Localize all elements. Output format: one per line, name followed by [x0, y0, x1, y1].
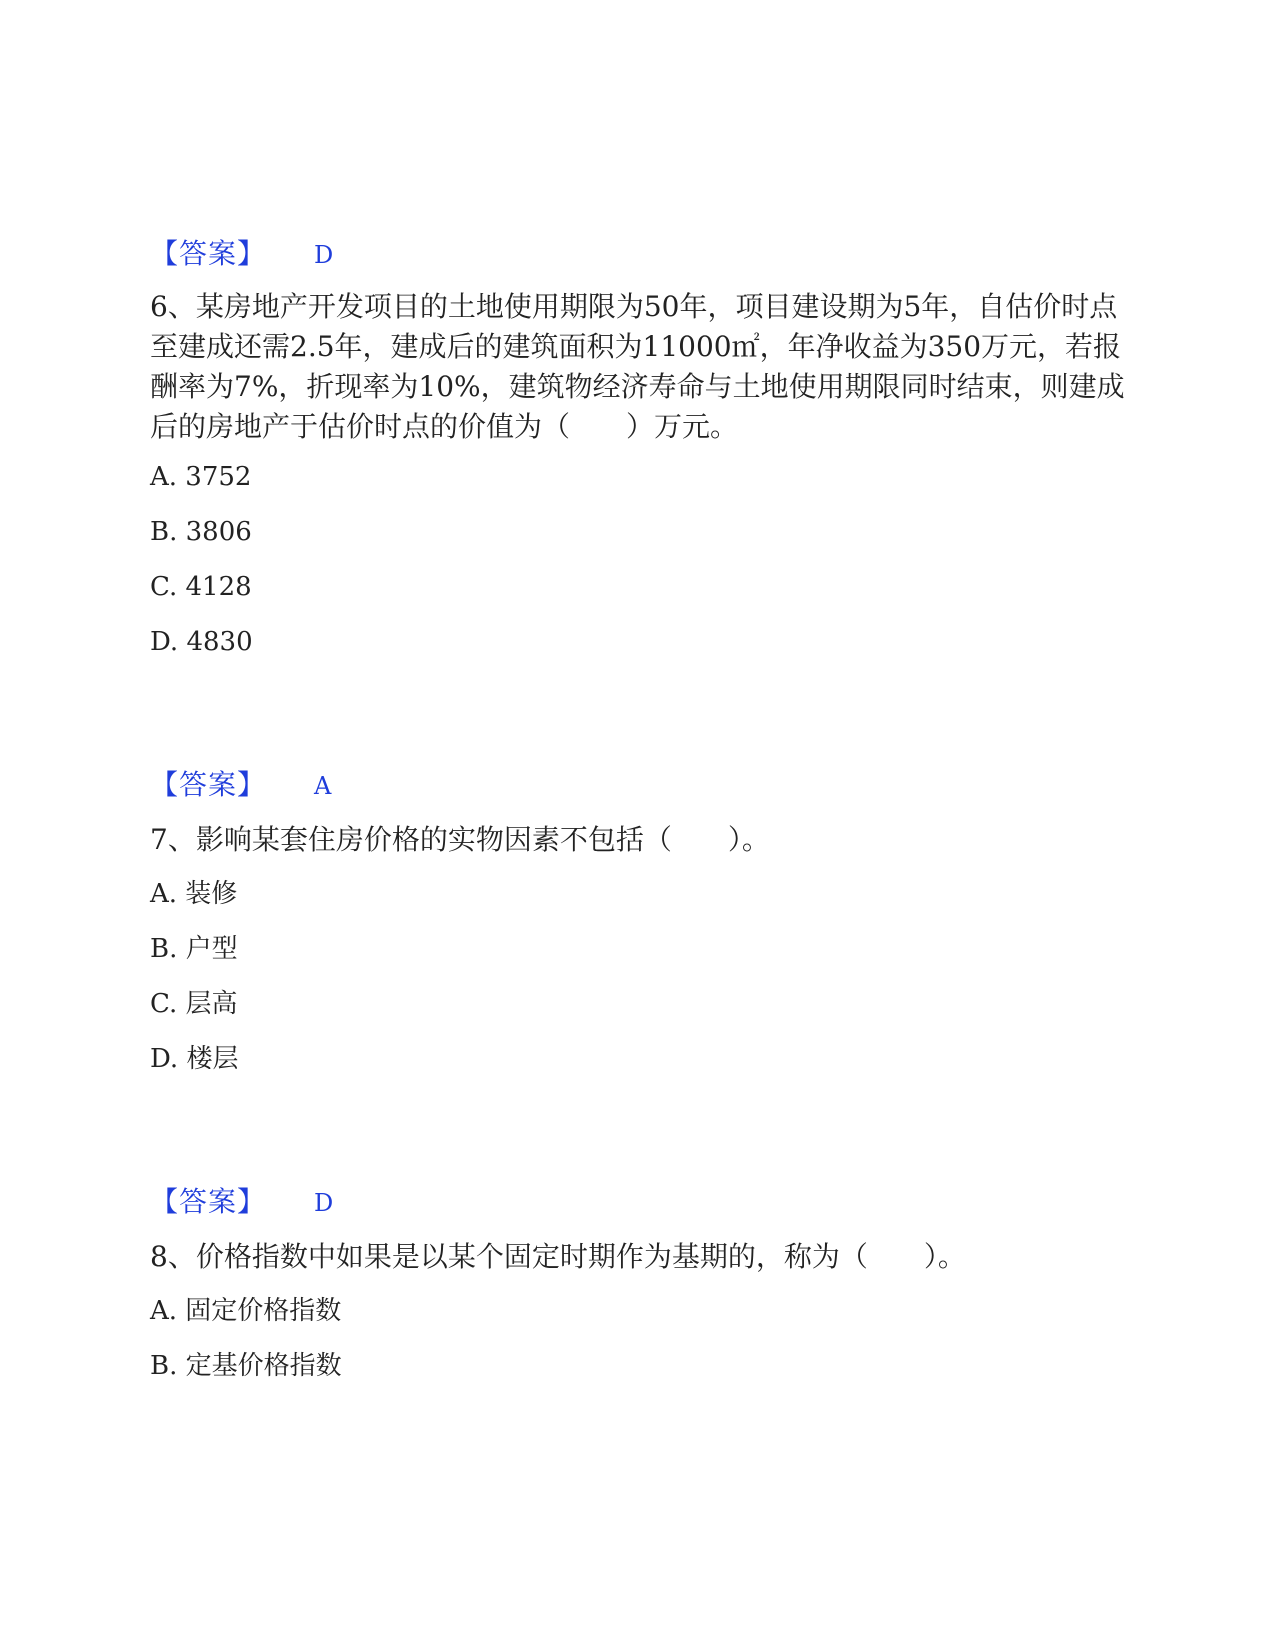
- answer-line-q6: [150, 768, 331, 803]
- question-6-option-b: B. 3806: [150, 517, 252, 547]
- question-7-option-c: C. 层高: [150, 989, 238, 1019]
- answer-line: [150, 237, 333, 272]
- question-8-text: 8、价格指数中如果是以某个固定时期作为基期的，称为（ ）。: [150, 1240, 966, 1273]
- question-6-text: 6、某房地产开发项目的土地使用期限为50年，项目建设期为5年，自估价时点至建成还需2.5年，建成后的建筑面积为11000㎡，年净收益为350万元，若报酬率为7%，折现率为10%，建筑物经济寿命与土地使用期限同时结束，则建成后的房地产于估价时点的价值为（ ）万元。: [150, 290, 1125, 443]
- answer-value: A: [314, 772, 332, 800]
- question-6-option-a: A. 3752: [150, 462, 252, 492]
- answer-label: 【答案】: [150, 768, 267, 801]
- question-8-option-a: A. 固定价格指数: [150, 1296, 342, 1326]
- question-6-option-d: D. 4830: [150, 627, 253, 657]
- question-8-option-b: B. 定基价格指数: [150, 1351, 342, 1381]
- question-7-option-d: D. 楼层: [150, 1044, 239, 1074]
- answer-value: D: [314, 1189, 334, 1217]
- question-6-option-c: C. 4128: [150, 572, 252, 602]
- question-7-option-b: B. 户型: [150, 934, 238, 964]
- answer-line-q7: [150, 1185, 333, 1220]
- question-7-option-a: A. 装修: [150, 879, 238, 909]
- answer-value: D: [314, 241, 334, 269]
- answer-label: 【答案】: [150, 1185, 267, 1218]
- answer-label: 【答案】: [150, 237, 267, 270]
- question-7-text: 7、影响某套住房价格的实物因素不包括（ ）。: [150, 823, 770, 856]
